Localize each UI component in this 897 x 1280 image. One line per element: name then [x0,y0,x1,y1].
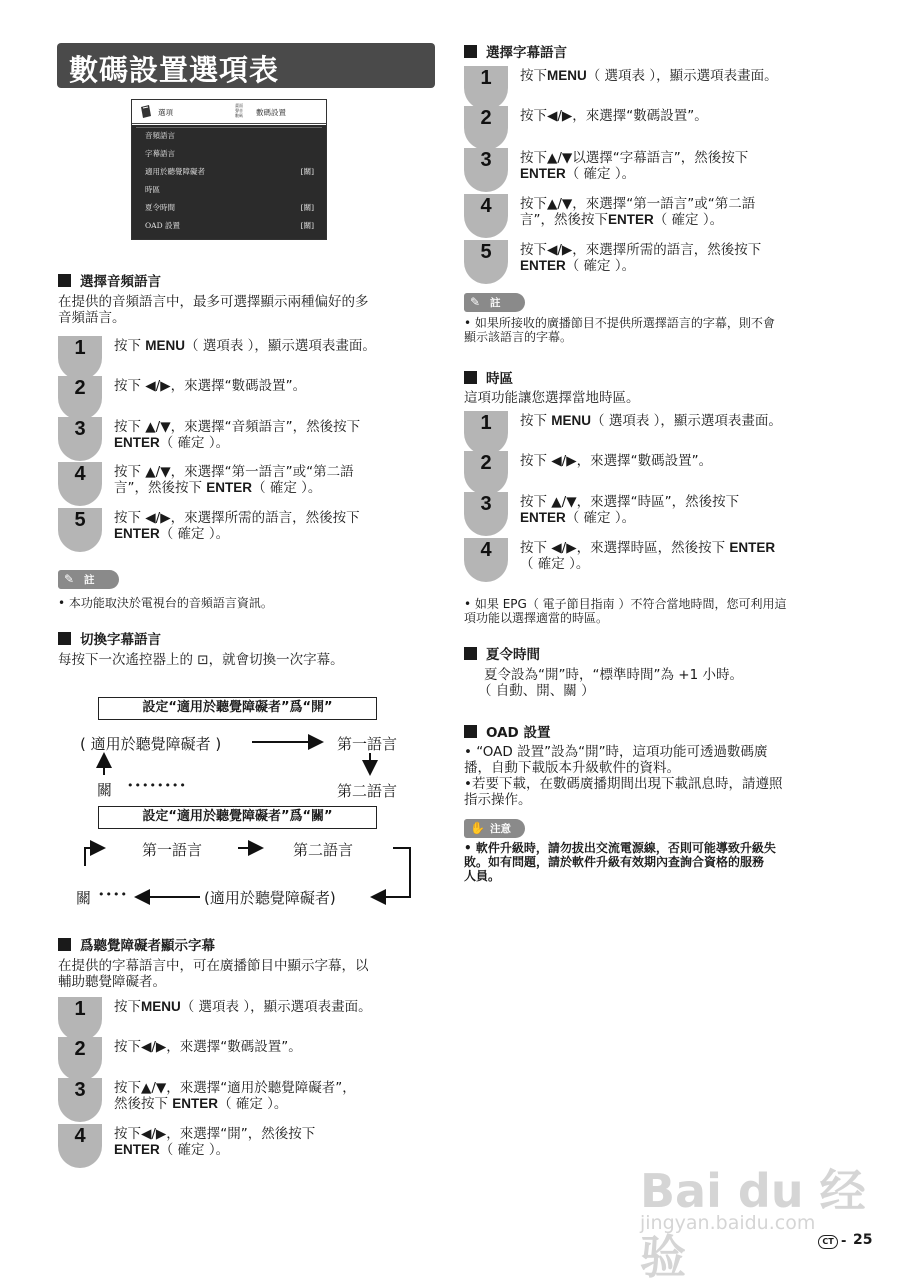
menu-row-label: 時區 [145,185,160,194]
audio-note: • 本功能取決於電視台的音頻語言資訊。 [58,596,273,610]
step-text: 按下◀/▶，來選擇“開”，然後按下 ENTER（ 確定 ）。 [114,1126,316,1158]
step-number: 2 [74,377,86,399]
step-text: 按下◀/▶，來選擇所需的語言，然後按下 ENTER（ 確定 ）。 [520,242,762,274]
timezone-heading: 時區 [464,367,513,387]
switch-subtitle-heading: 切換字幕語言 [58,628,161,648]
menu-row-label: 夏令時間 [145,203,175,212]
step-badge [58,1124,102,1168]
step-number: 3 [74,1079,86,1101]
step-number: 3 [74,418,86,440]
menu-tab-label: 選項 [158,108,173,117]
step-number: 3 [480,149,492,171]
diagram-box-off: 設定“適用於聽覺障礙者”爲“關” [98,806,377,829]
subtitle-note: • 如果所接收的廣播節目不提供所選擇語言的字幕，則不會 顯示該語言的字幕。 [464,316,775,344]
audio-note-pill: ✎ 註 [58,570,119,589]
step-badge [58,1037,102,1081]
step-text: 按下◀/▶，來選擇“數碼設置”。 [114,1039,302,1055]
watermark-logo: Bai du 经验 [640,1164,866,1280]
subtitle-note-pill: ✎ 註 [464,293,525,312]
page-number: 25 [853,1232,873,1248]
diagram-box-on: 設定“適用於聽覺障礙者”爲“開” [98,697,377,720]
step-badge [464,492,508,536]
menu-row-label: 適用於聽覺障礙者 [145,167,205,176]
oad-bullets: • “OAD 設置”設為“開”時，這項功能可透過數碼廣 播，自動下載版本升級軟件的資料。 •若要下載，在數碼廣播期間出現下載訊息時，請遵照 指示操作。 [464,744,783,808]
menu-row-value: [關] [300,167,314,176]
menu-row-label: 音頻語言 [145,131,175,140]
oad-heading: OAD 設置 [464,721,550,741]
step-number: 4 [74,463,86,485]
step-badge [58,997,102,1041]
step-text: 按下 ◀/▶，來選擇“數碼設置”。 [114,378,307,394]
pencil-icon: ✎ [470,295,481,309]
hand-icon: ✋ [470,821,485,835]
diagram-dots: •••••••• [127,779,187,792]
timezone-note: • 如果 EPG（ 電子節目指南 ）不符合當地時間，您可利用這 項功能以選擇適當的時區。 [464,597,787,625]
diagram2-dots: •••• [98,888,128,901]
step-number: 4 [480,195,492,217]
dst-text: 夏令設為“開”時，“標準時間”為 +1 小時。 （ 自動、開、關 ） [478,667,743,699]
step-badge [464,148,508,192]
step-text: 按下MENU（ 選項表 ），顯示選項表畫面。 [114,999,372,1015]
diagram-second-lang: 第二語言 [337,782,398,800]
diagram2-off: 關 [76,889,92,907]
step-text: 按下 MENU（ 選項表 ），顯示選項表畫面。 [114,338,376,354]
step-number: 4 [74,1125,86,1147]
diagram2-second-lang: 第二語言 [293,841,354,859]
hearing-intro: 在提供的字幕語言中，可在廣播節目中顯示字幕，以 輔助聽覺障礙者。 [58,958,369,990]
step-badge [58,1078,102,1122]
step-text: 按下 ◀/▶，來選擇“數碼設置”。 [520,453,713,469]
audio-intro: 在提供的音頻語言中，最多可選擇顯示兩種偏好的多 音頻語言。 [58,294,369,326]
step-number: 2 [74,1038,86,1060]
diagram2-hearing: (適用於聽覺障礙者) [204,889,336,907]
diagram2-first-lang: 第一語言 [142,841,203,859]
step-text: 按下▲/▼，來選擇“第一語言”或“第二語 言”，然後按下ENTER（ 確定 ）。 [520,196,756,228]
step-text: 按下 ▲/▼，來選擇“時區”，然後按下 ENTER（ 確定 ）。 [520,494,740,526]
step-number: 1 [74,337,86,359]
diagram-first-lang: 第一語言 [337,735,398,753]
step-badge [464,66,508,110]
step-text: 按下 ◀/▶，來選擇所需的語言，然後按下 ENTER（ 確定 ）。 [114,510,360,542]
menu-tab-icons: 畫面 聲音 數碼 [235,103,243,118]
step-number: 3 [480,493,492,515]
pencil-icon: ✎ [64,572,75,586]
subtitle-heading: 選擇字幕語言 [464,41,567,61]
diagram-hearing-label: ( 適用於聽覺障礙者 ) [80,735,222,753]
page-title: 數碼設置選項表 [69,53,280,87]
switch-subtitle-intro: 每按下一次遙控器上的 ⊡，就會切換一次字幕。 [58,652,344,668]
menu-header-label: 數碼設置 [256,108,286,117]
step-text: 按下▲/▼，來選擇“適用於聽覺障礙者”， 然後按下 ENTER（ 確定 ）。 [114,1080,356,1112]
step-badge [464,411,508,455]
caution-pill: ✋ 注意 [464,819,525,838]
dst-heading: 夏令時間 [464,643,540,663]
menu-row-value: [關] [300,221,314,230]
step-number: 1 [480,412,492,434]
step-number: 5 [480,241,492,263]
step-text: 按下 ▲/▼，來選擇“第一語言”或“第二語 言”，然後按下 ENTER（ 確定 ）。 [114,464,354,496]
hearing-heading: 爲聽覺障礙者顯示字幕 [58,934,215,954]
step-badge [464,538,508,582]
step-number: 1 [480,67,492,89]
step-number: 2 [480,107,492,129]
step-badge [464,106,508,150]
step-text: 按下MENU（ 選項表 ），顯示選項表畫面。 [520,68,778,84]
diagram-off: 關 [97,781,113,799]
language-badge: CT [818,1235,838,1249]
step-badge [464,240,508,284]
step-badge [464,451,508,495]
watermark-url: jingyan.baidu.com [640,1212,816,1234]
step-badge [464,194,508,238]
step-text: 按下 ◀/▶，來選擇時區，然後按下 ENTER （ 確定 ）。 [520,540,776,572]
step-number: 5 [74,509,86,531]
step-text: 按下◀/▶，來選擇“數碼設置”。 [520,108,708,124]
caution-text: • 軟件升級時，請勿拔出交流電源線，否則可能導致升級失 敗。如有問題，請於軟件升級有效期內查詢合資格的服務 人員。 [464,841,776,883]
step-number: 1 [74,998,86,1020]
step-text: 按下▲/▼以選擇“字幕語言”，然後按下 ENTER（ 確定 ）。 [520,150,749,182]
step-text: 按下 ▲/▼，來選擇“音頻語言”，然後按下 ENTER（ 確定 ）。 [114,419,361,451]
audio-heading: 選擇音頻語言 [58,270,161,290]
menu-row-label: OAD 設置 [145,221,180,230]
menu-row-label: 字幕語言 [145,149,175,158]
step-number: 2 [480,452,492,474]
step-text: 按下 MENU（ 選項表 ），顯示選項表畫面。 [520,413,782,429]
step-number: 4 [480,539,492,561]
timezone-intro: 這項功能讓您選擇當地時區。 [464,390,640,406]
menu-row-value: [關] [300,203,314,212]
